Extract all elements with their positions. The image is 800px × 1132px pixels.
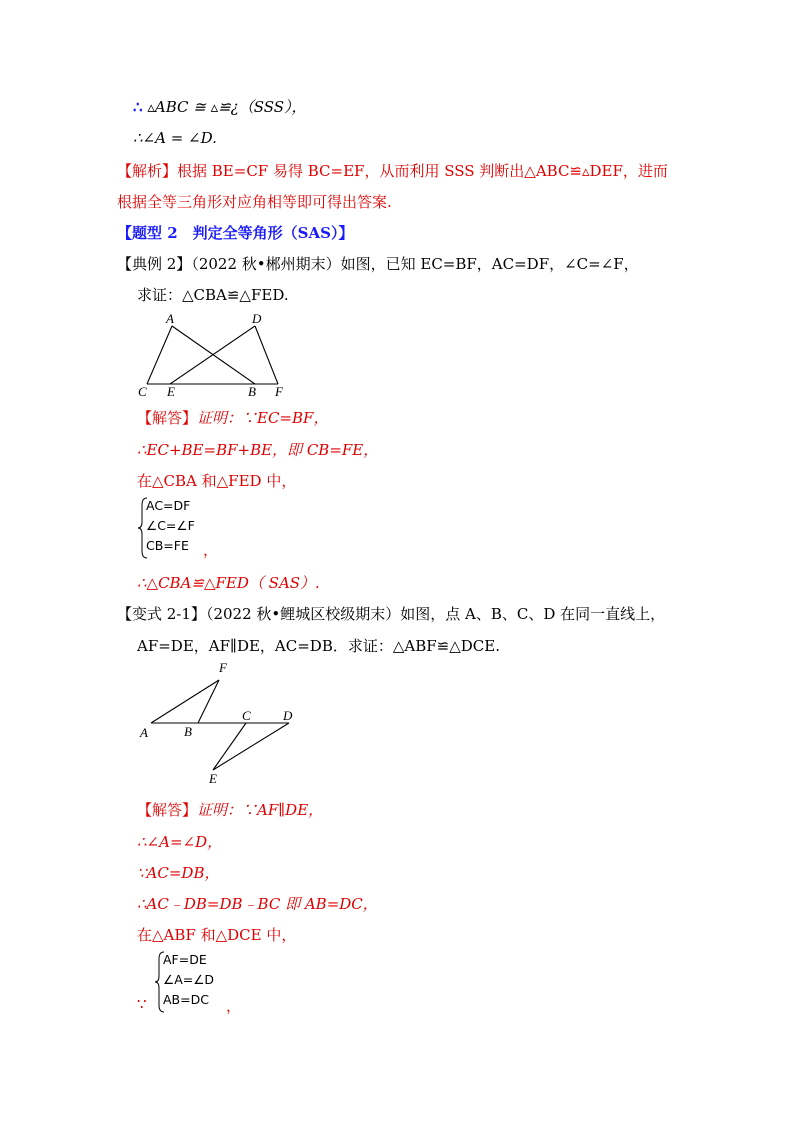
fig2-label-d: D (283, 708, 293, 723)
system-1-row-1: AC=DF (146, 498, 191, 513)
figure-2 (135, 658, 305, 788)
fig2-label-b: B (184, 724, 192, 739)
answer-tag: 【解答】 (137, 409, 198, 427)
example-line-1 (117, 254, 639, 274)
fig1-label-c: C (138, 384, 147, 399)
answer2-line-5: 在△ABF 和△DCE 中， (137, 926, 297, 944)
system-2-comma: ， (226, 997, 242, 1015)
section-heading: 【题型 2 判定全等角形（SAS）】 (117, 224, 354, 242)
variant-line-1 (117, 604, 665, 624)
variant-line-2: AF=DE，AF∥DE，AC=DB．求证：△ABF≌△DCE. (137, 637, 500, 655)
system-1-row-3: CB=FE (146, 538, 189, 553)
figure-1 (135, 308, 295, 400)
therefore-symbol: ∴ (133, 98, 143, 116)
line-congruence-result (133, 97, 307, 117)
answer-line-1 (137, 408, 328, 428)
answer2-text-1: 证明：∵AF∥DE， (197, 801, 324, 819)
example-text-1: （2022 秋•郴州期末）如图，已知 EC=BF，AC=DF，∠C=∠F， (191, 255, 639, 273)
answer-line-2: ∴EC+BE=BF+BE，即 CB=FE， (137, 441, 379, 459)
answer2-line-1 (137, 800, 323, 820)
system-2 (163, 950, 214, 1010)
fig1-label-b: B (248, 384, 256, 399)
example-tag: 【典例 2】 (117, 255, 192, 273)
answer2-line-2: ∴∠A=∠D， (137, 833, 223, 851)
fig1-label-a: A (166, 311, 174, 326)
answer-line-3: 在△CBA 和△FED 中， (137, 472, 297, 490)
fig2-label-a: A (140, 725, 148, 740)
system-2-row-2: ∠A=∠D (163, 972, 215, 987)
example-line-2: 求证：△CBA≌△FED. (137, 286, 289, 304)
variant-tag: 【变式 2-1】 (117, 605, 206, 623)
variant-text-1: （2022 秋•鲤城区校级期末）如图，点 A、B、C、D 在同一直线上， (205, 605, 666, 623)
angle-equal-text: ∴∠A = ∠D. (133, 129, 217, 147)
system-1-comma: ， (203, 541, 219, 559)
fig2-label-e: E (209, 771, 217, 786)
analysis-line-2: 根据全等三角形对应角相等即可得出答案. (117, 193, 392, 211)
fig1-label-d: D (252, 311, 262, 326)
answer-text-1: 证明：∵EC=BF， (197, 409, 329, 427)
answer2-line-4: ∴AC﹣DB=DB﹣BC 即 AB=DC， (137, 895, 378, 913)
fig1-label-f: F (275, 384, 283, 399)
line-angle-equal (133, 128, 217, 148)
analysis-tag: 【解析】 (117, 162, 178, 180)
analysis-text-1: 根据 BE=CF 易得 BC=EF，从而利用 SSS 判断出△ABC≌▵DEF，进而 (177, 162, 668, 180)
fig1-label-e: E (167, 384, 175, 399)
answer2-tag: 【解答】 (137, 801, 198, 819)
system-2-row-1: AF=DE (163, 952, 207, 967)
analysis-line-1 (117, 161, 668, 181)
answer2-line-3: ∵AC=DB， (137, 864, 220, 882)
fig2-label-f: F (219, 660, 227, 675)
system-2-because: ∵ (137, 995, 147, 1013)
answer-conclusion: ∴△CBA≌△FED（ SAS）. (137, 574, 320, 592)
fig2-label-c: C (242, 708, 251, 723)
system-1 (146, 496, 195, 556)
system-2-row-3: AB=DC (163, 992, 209, 1007)
congruence-expression: ▵ABC ≅ ▵≌¿（SSS）， (147, 98, 307, 116)
system-1-row-2: ∠C=∠F (146, 518, 195, 533)
